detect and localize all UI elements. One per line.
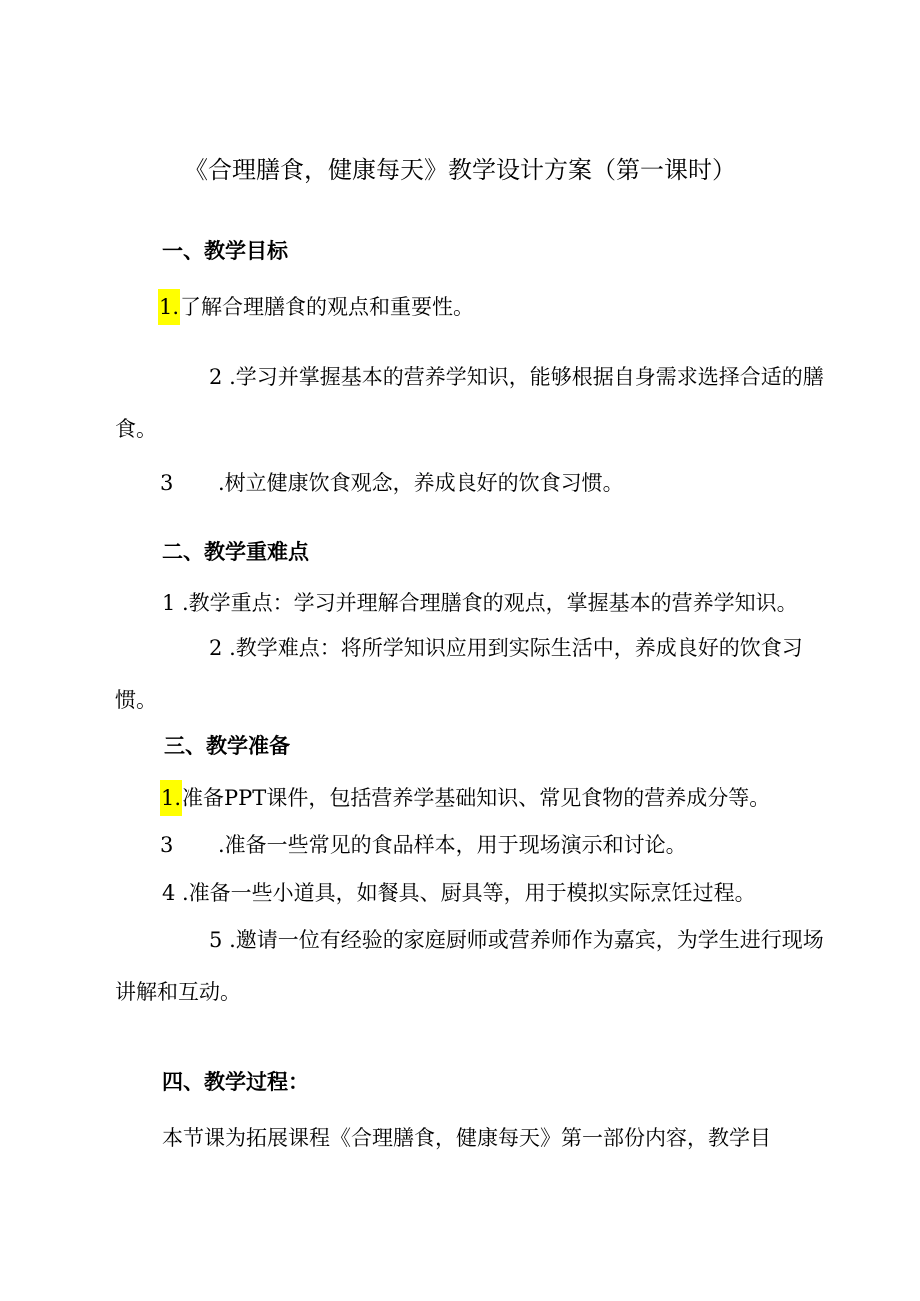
list-item — [162, 587, 798, 619]
list-item — [160, 829, 687, 861]
item-number: 5 — [209, 928, 223, 952]
list-item — [115, 622, 827, 726]
list-item — [160, 467, 624, 499]
list-item — [162, 877, 756, 909]
section-heading-objectives: 一、教学目标 — [162, 238, 288, 263]
list-item — [115, 351, 827, 455]
item-text: 准备PPT课件，包括营养学基础知识、常见食物的营养成分等。 — [182, 786, 771, 810]
item-number: 4 — [162, 881, 176, 905]
list-item — [158, 289, 474, 325]
item-number: 2 — [209, 636, 223, 660]
item-text: .树立健康饮食观念，养成良好的饮食习惯。 — [218, 471, 624, 495]
body-paragraph: 本节课为拓展课程《合理膳食，健康每天》第一部份内容，教学目 — [162, 1126, 771, 1150]
item-number: 3 — [160, 833, 174, 857]
section-heading-process: 四、教学过程： — [162, 1069, 309, 1094]
section-heading-preparation: 三、教学准备 — [164, 733, 290, 758]
item-number: 2 — [209, 365, 223, 389]
section-heading-key-points: 二、教学重难点 — [162, 539, 309, 564]
item-text: .教学重点：学习并理解合理膳食的观点，掌握基本的营养学知识。 — [182, 591, 798, 615]
item-text: .准备一些常见的食品样本，用于现场演示和讨论。 — [218, 833, 687, 857]
item-text: 了解合理膳食的观点和重要性。 — [180, 295, 475, 319]
item-number-highlighted: 1. — [160, 780, 182, 816]
list-item — [115, 914, 827, 1018]
item-number: 1 — [162, 591, 176, 615]
item-text: .学习并掌握基本的营养学知识，能够根据自身需求选择合适的膳食。 — [115, 365, 824, 441]
item-number-highlighted: 1. — [158, 289, 180, 325]
item-number: 3 — [160, 471, 174, 495]
item-text: .邀请一位有经验的家庭厨师或营养师作为嘉宾，为学生进行现场讲解和互动。 — [115, 928, 824, 1004]
list-item — [160, 780, 770, 816]
item-text: .准备一些小道具，如餐具、厨具等，用于模拟实际烹饪过程。 — [182, 881, 756, 905]
item-text: .教学难点：将所学知识应用到实际生活中，养成良好的饮食习惯。 — [115, 636, 803, 712]
document-title: 《合理膳食，健康每天》教学设计方案（第一课时） — [184, 156, 736, 184]
